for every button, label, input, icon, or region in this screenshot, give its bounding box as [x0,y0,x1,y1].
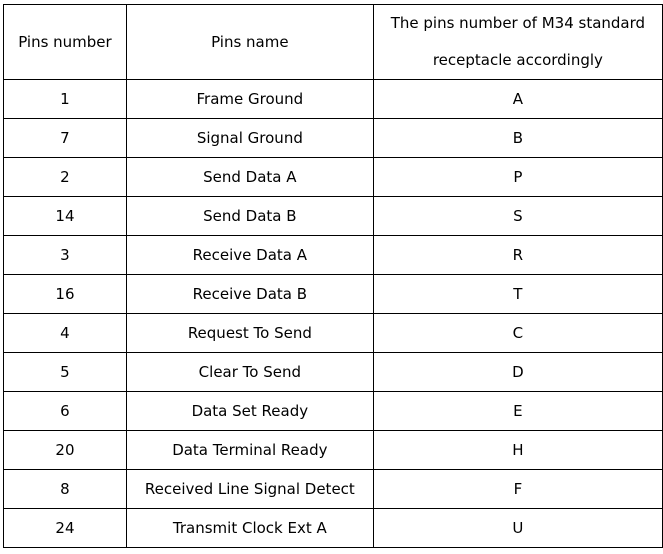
pin-name-cell: Send Data B [126,197,373,236]
pin-name-cell: Signal Ground [126,119,373,158]
m34-pin-cell: H [373,431,662,470]
m34-pin-cell: A [373,80,662,119]
table-row [4,158,663,197]
table-row [4,314,663,353]
m34-pin-cell: D [373,353,662,392]
header-row [4,5,663,80]
pin-name-cell: Received Line Signal Detect [126,470,373,509]
pin-name-cell: Frame Ground [126,80,373,119]
pin-name-cell: Request To Send [126,314,373,353]
m34-pin-cell: S [373,197,662,236]
pin-name-cell: Data Set Ready [126,392,373,431]
pin-number-cell: 2 [4,158,127,197]
table-row [4,119,663,158]
pin-name-cell: Data Terminal Ready [126,431,373,470]
m34-pin-cell: C [373,314,662,353]
table-header [4,5,663,80]
table-row [4,80,663,119]
table-row [4,392,663,431]
m34-pin-cell: F [373,470,662,509]
table-row [4,353,663,392]
table-row [4,431,663,470]
header-m34-pin: The pins number of M34 standard receptacle accordingly [373,5,662,80]
table-row [4,470,663,509]
table-row [4,236,663,275]
table-row [4,197,663,236]
header-pins-name: Pins name [126,5,373,80]
pin-number-cell: 4 [4,314,127,353]
pin-number-cell: 5 [4,353,127,392]
m34-pin-cell: R [373,236,662,275]
header-pins-number: Pins number [4,5,127,80]
pin-number-cell: 20 [4,431,127,470]
m34-pin-cell: B [373,119,662,158]
pin-mapping-table [3,4,663,548]
table-row [4,275,663,314]
pin-number-cell: 24 [4,509,127,548]
pin-name-cell: Receive Data A [126,236,373,275]
pin-number-cell: 1 [4,80,127,119]
table-body [4,80,663,548]
m34-pin-cell: U [373,509,662,548]
pin-name-cell: Receive Data B [126,275,373,314]
pin-number-cell: 6 [4,392,127,431]
m34-pin-cell: E [373,392,662,431]
pin-name-cell: Transmit Clock Ext A [126,509,373,548]
pin-number-cell: 16 [4,275,127,314]
pin-number-cell: 7 [4,119,127,158]
m34-pin-cell: P [373,158,662,197]
m34-pin-cell: T [373,275,662,314]
pin-number-cell: 8 [4,470,127,509]
pin-number-cell: 14 [4,197,127,236]
table-row [4,509,663,548]
pin-name-cell: Send Data A [126,158,373,197]
pin-name-cell: Clear To Send [126,353,373,392]
pin-number-cell: 3 [4,236,127,275]
